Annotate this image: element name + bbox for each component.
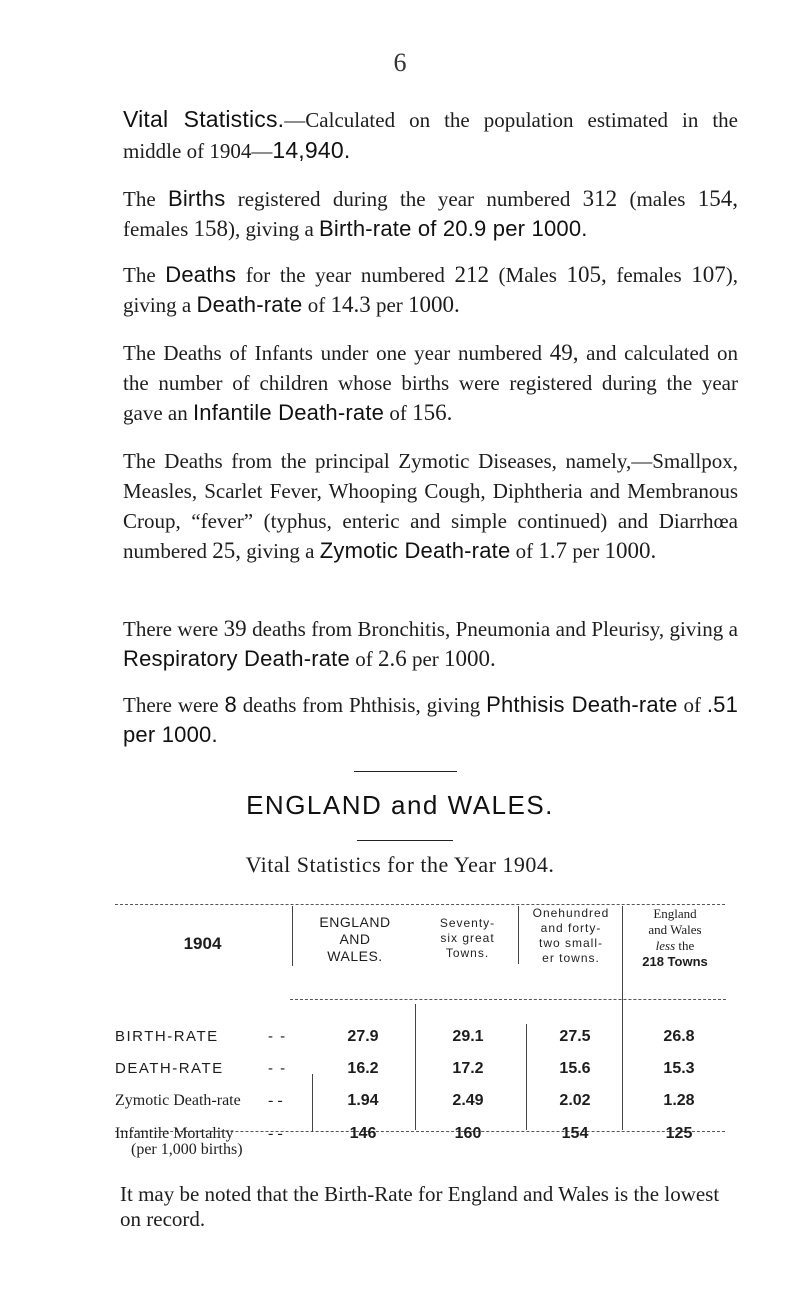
keyword-infantile-death-rate: Infantile Death-rate (192, 400, 385, 425)
infant-deaths-count: 49, (549, 340, 579, 365)
header-the: the (675, 938, 695, 953)
cell-value: 2.02 (559, 1092, 591, 1109)
row-leader: - - (268, 1028, 287, 1045)
text: of (677, 693, 707, 717)
divider-rule (354, 771, 457, 772)
cell-value: 160 (454, 1125, 482, 1142)
table-header-rule (290, 999, 726, 1000)
keyword-phthisis-death-rate: Phthisis Death-rate (486, 692, 678, 717)
text: The Deaths from the principal Zymotic Diseases, namely,—Smallpox, Measles, Scarlet Fever, Whooping Cough, Diphtheria and Membranous Croup, “fever” (typhus, enteric and simple continued) and Diarrhœa numbered (123, 449, 738, 563)
text: The (123, 263, 166, 287)
row-label (115, 1028, 295, 1045)
cell-value: 1.94 (347, 1092, 379, 1109)
population-value: 14,940. (272, 137, 351, 163)
row-leader: - - (268, 1092, 283, 1109)
cell-value: 15.6 (559, 1060, 591, 1077)
text: (males (617, 187, 698, 211)
births-count: 312 (582, 186, 618, 211)
header-line: Onehundred (532, 906, 610, 920)
paragraph-infant-deaths (123, 338, 738, 428)
respiratory-deaths-count: 39 (223, 616, 247, 641)
per-thousand: 1000. (408, 292, 460, 317)
paragraph-births (123, 184, 738, 244)
cell-value: 154 (561, 1125, 589, 1142)
header-line: England (653, 906, 697, 921)
paragraph-respiratory (123, 614, 738, 674)
header-line: and Wales (648, 922, 702, 937)
text: females (123, 217, 194, 241)
deaths-count: 212 (454, 262, 489, 287)
text: of (302, 293, 331, 317)
birth-rate-statement: Birth-rate of 20.9 per 1000. (319, 216, 588, 241)
header-line (623, 938, 727, 954)
text: The Deaths of Infants under one year numbered (123, 341, 550, 365)
text: females (606, 263, 692, 287)
cell-value: 16.2 (347, 1060, 379, 1077)
header-less: less (655, 938, 676, 953)
header-line: Towns. (445, 946, 490, 960)
text: per (370, 293, 409, 317)
row-label (115, 1092, 295, 1110)
row-leader: - - (268, 1125, 283, 1142)
text: The (123, 187, 168, 211)
cell-value: 15.3 (663, 1060, 695, 1077)
row-leader: - - (268, 1060, 287, 1077)
text: deaths from Bronchitis, Pneumonia and Pleurisy, giving a (246, 617, 738, 641)
text: registered during the year numbered (225, 187, 583, 211)
section-subtitle: Vital Statistics for the Year 1904. (245, 852, 555, 877)
male-births: 154, (697, 186, 738, 211)
text: deaths from Phthisis, giving (236, 693, 487, 717)
infantile-rate-value: 156. (412, 400, 453, 425)
header-line: six great (440, 931, 495, 945)
phthisis-deaths-count: 8 (224, 692, 237, 717)
row-label (115, 1125, 305, 1159)
header-line: 218 Towns (642, 954, 708, 969)
page-number: 6 (393, 48, 407, 77)
text: and calculated on the number of children whose births were registered during the year gave an (123, 341, 738, 425)
text: There were (123, 693, 225, 717)
cell-value: 1.28 (663, 1092, 695, 1109)
respiratory-rate-value: 2.6 (377, 646, 407, 671)
header-line: and forty- (540, 921, 602, 935)
cell-value: 29.1 (452, 1028, 484, 1045)
male-deaths: 105, (566, 262, 607, 287)
header-great-towns (415, 916, 520, 961)
row-label-text: Zymotic Death-rate (115, 1092, 241, 1109)
divider-rule (357, 840, 453, 841)
cell-value: 2.49 (452, 1092, 484, 1109)
header-smaller-towns (520, 906, 622, 966)
header-line: two small- (538, 936, 603, 950)
header-line: Seventy- (439, 916, 496, 930)
paragraph-vital-statistics (123, 104, 738, 166)
text: (Males (488, 263, 567, 287)
text: ), giving a (228, 217, 320, 241)
text: for the year numbered (236, 263, 455, 287)
text: giving a (240, 539, 320, 563)
cell-value: 27.5 (559, 1028, 591, 1045)
female-deaths: 107 (691, 262, 726, 287)
per-thousand: 1000. (444, 646, 496, 671)
text: —Calculated on the population estimated in the middle of 1904— (123, 108, 738, 163)
cell-value: 26.8 (663, 1028, 695, 1045)
per-thousand: 1000. (604, 538, 657, 563)
row-label-text: BIRTH-RATE (115, 1028, 219, 1045)
heading-vital-statistics: Vital Statistics. (123, 106, 285, 132)
keyword-births: Births (167, 186, 226, 211)
header-line: WALES. (327, 948, 383, 964)
header-line: AND (339, 931, 371, 947)
text: ), giving a (123, 263, 738, 317)
header-year: 1904 (183, 934, 222, 953)
table-top-rule (115, 904, 725, 905)
paragraph-zymotic (123, 446, 738, 566)
text: There were (123, 617, 224, 641)
keyword-zymotic-death-rate: Zymotic Death-rate (319, 538, 511, 563)
header-england-wales (295, 914, 415, 965)
header-line: ENGLAND (319, 914, 391, 930)
column-divider (292, 906, 293, 966)
header-line: er towns. (542, 951, 600, 965)
cell-value: 17.2 (452, 1060, 484, 1077)
text: per (567, 539, 605, 563)
keyword-deaths: Deaths (165, 262, 237, 287)
cell-value: 27.9 (347, 1028, 379, 1045)
text: of (384, 401, 413, 425)
row-label-sub: (per 1,000 births) (131, 1141, 243, 1158)
text: per (406, 647, 445, 671)
row-label (115, 1060, 295, 1077)
text: of (510, 539, 539, 563)
closing-note: It may be noted that the Birth-Rate for England and Wales is the lowest on record. (120, 1182, 720, 1231)
paragraph-phthisis (123, 690, 738, 750)
cell-value: 125 (665, 1125, 693, 1142)
female-births: 158 (193, 216, 229, 241)
row-label-text: DEATH-RATE (115, 1060, 224, 1077)
zymotic-rate-value: 1.7 (538, 538, 568, 563)
header-england-wales-less-towns (623, 906, 727, 970)
text: of (349, 647, 378, 671)
paragraph-deaths (123, 260, 738, 320)
cell-value: 146 (349, 1125, 377, 1142)
section-title: ENGLAND and WALES. (246, 790, 554, 820)
zymotic-deaths-count: 25, (212, 538, 241, 563)
keyword-death-rate: Death-rate (196, 292, 303, 317)
death-rate-value: 14.3 (330, 292, 371, 317)
row-label-text: Infantile Mortality (115, 1125, 234, 1142)
keyword-respiratory-death-rate: Respiratory Death-rate (123, 646, 350, 671)
phthisis-rate-value: .51 per 1000. (123, 692, 739, 747)
vital-statistics-table (115, 904, 735, 1132)
